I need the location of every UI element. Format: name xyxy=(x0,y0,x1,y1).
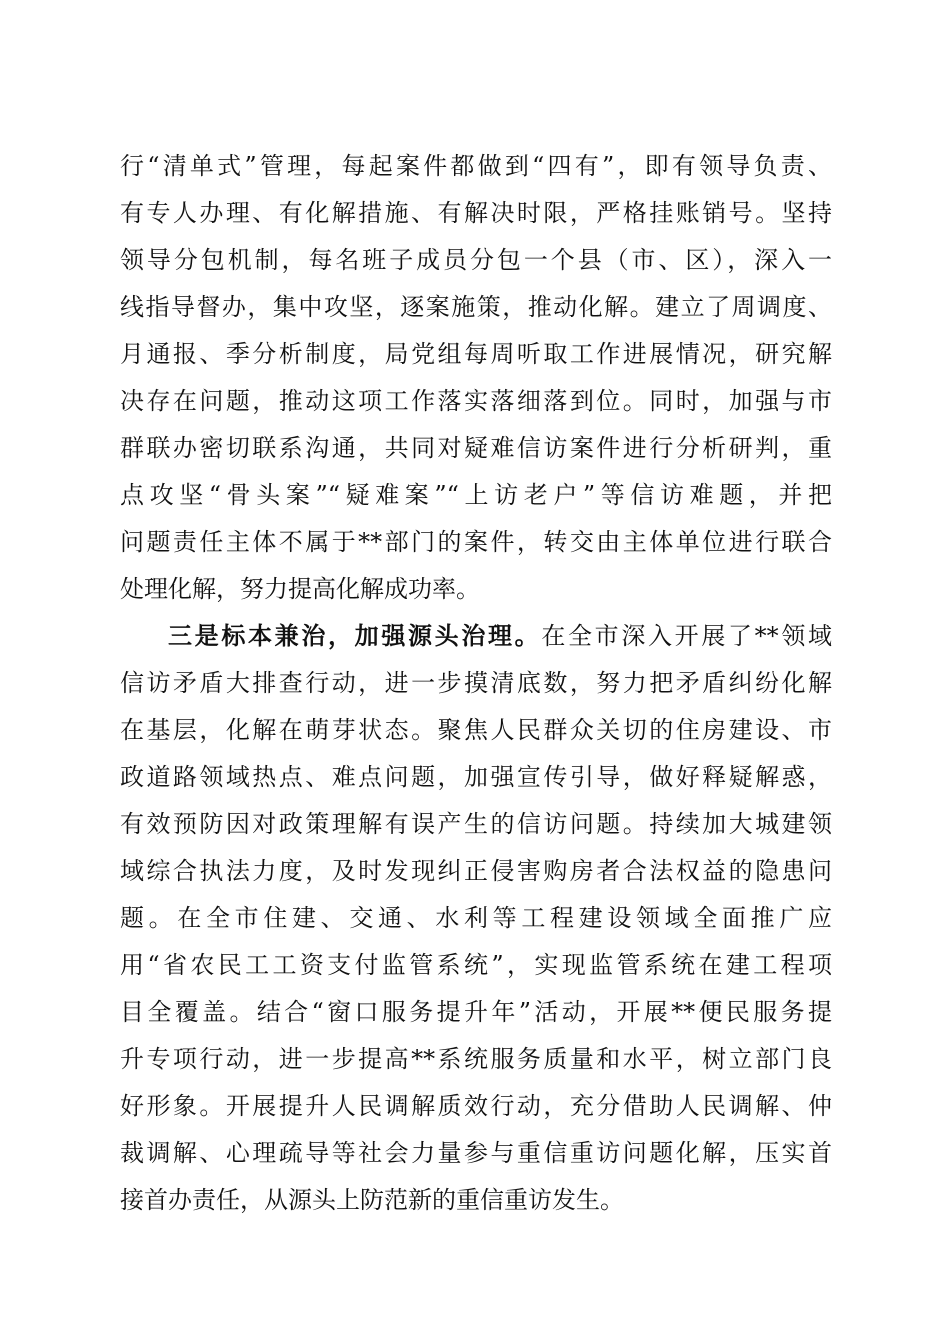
paragraph-1-line-7: 群联办密切联系沟通，共同对疑难信访案件进行分析研判，重 xyxy=(120,434,832,462)
paragraph-2-line-3: 在基层，化解在萌芽状态。聚焦人民群众关切的住房建设、市 xyxy=(120,716,832,744)
paragraph-2-line-12: 裁调解、心理疏导等社会力量参与重信重访问题化解，压实首 xyxy=(120,1139,832,1167)
paragraph-1-line-8: 点攻坚“骨头案”“疑难案”“上访老户”等信访难题，并把 xyxy=(120,481,832,509)
paragraph-2-first-line xyxy=(168,618,832,654)
paragraph-1-line-9: 问题责任主体不属于**部门的案件，转交由主体单位进行联合 xyxy=(120,528,832,556)
paragraph-1-line-1: 行“清单式”管理，每起案件都做到“四有”，即有领导负责、 xyxy=(120,152,832,180)
paragraph-2-line-13: 接首办责任，从源头上防范新的重信重访发生。 xyxy=(120,1186,624,1214)
paragraph-1-line-5: 月通报、季分析制度，局党组每周听取工作进展情况，研究解 xyxy=(120,340,832,368)
paragraph-2-line-9: 目全覆盖。结合“窗口服务提升年”活动，开展**便民服务提 xyxy=(120,998,832,1026)
paragraph-1-line-2: 有专人办理、有化解措施、有解决时限，严格挂账销号。坚持 xyxy=(120,199,832,227)
paragraph-2-line-6: 域综合执法力度，及时发现纠正侵害购房者合法权益的隐患问 xyxy=(120,857,832,885)
paragraph-1-line-6: 决存在问题，推动这项工作落实落细落到位。同时，加强与市 xyxy=(120,387,832,415)
paragraph-2-line-7: 题。在全市住建、交通、水利等工程建设领域全面推广应 xyxy=(120,904,832,932)
paragraph-2-line-11: 好形象。开展提升人民调解质效行动，充分借助人民调解、仲 xyxy=(120,1092,832,1120)
paragraph-2-first-line-text: 在全市深入开展了**领域 xyxy=(541,622,832,650)
paragraph-2-line-5: 有效预防因对政策理解有误产生的信访问题。持续加大城建领 xyxy=(120,810,832,838)
paragraph-2-line-2: 信访矛盾大排查行动，进一步摸清底数，努力把矛盾纠纷化解 xyxy=(120,669,832,697)
paragraph-2-heading: 三是标本兼治，加强源头治理。 xyxy=(168,622,542,650)
paragraph-2-line-4: 政道路领域热点、难点问题，加强宣传引导，做好释疑解惑， xyxy=(120,763,832,791)
paragraph-1-line-3: 领导分包机制，每名班子成员分包一个县（市、区），深入一 xyxy=(120,246,832,274)
paragraph-1-line-4: 线指导督办，集中攻坚，逐案施策，推动化解。建立了周调度、 xyxy=(120,293,832,321)
paragraph-1-line-10: 处理化解，努力提高化解成功率。 xyxy=(120,575,480,603)
paragraph-2-line-8: 用“省农民工工资支付监管系统”，实现监管系统在建工程项 xyxy=(120,951,832,979)
paragraph-2-line-10: 升专项行动，进一步提高**系统服务质量和水平，树立部门良 xyxy=(120,1045,832,1073)
